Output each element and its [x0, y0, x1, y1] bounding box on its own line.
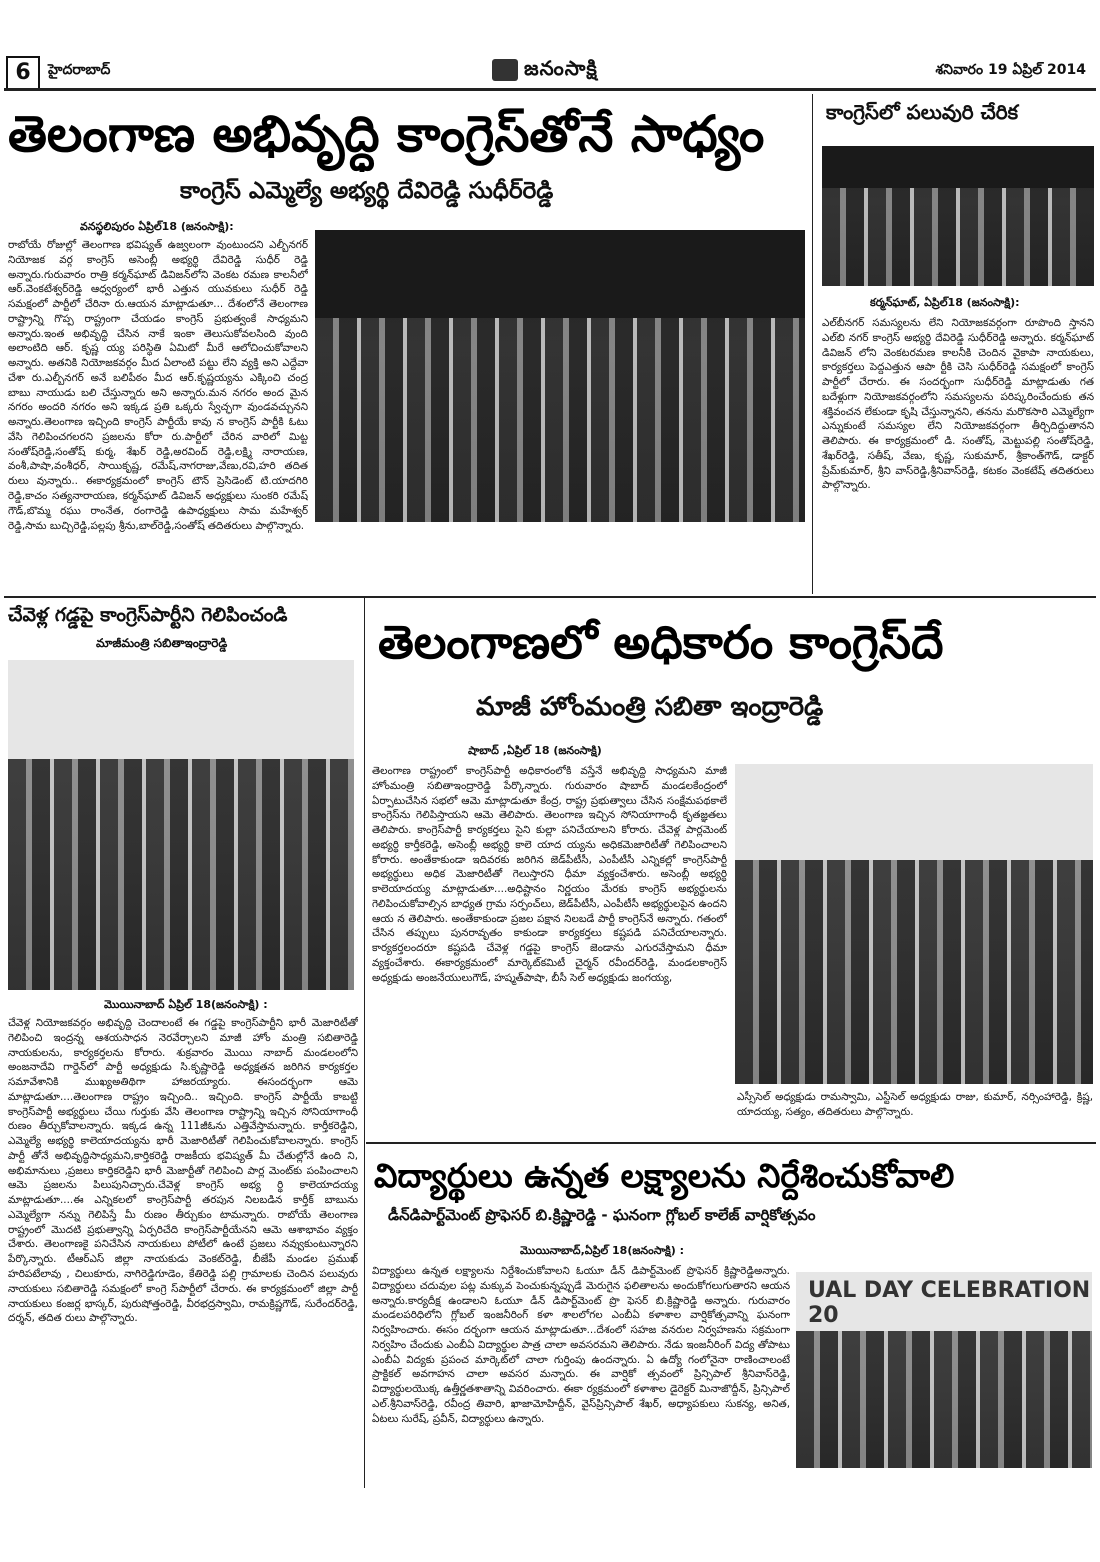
column-rule-right [812, 94, 813, 594]
photo-banner-text: UAL DAY CELEBRATION 20 [808, 1278, 1091, 1328]
story4-subhead: మాజీ హోంమంత్రి సబితా ఇంద్రారెడ్డి [476, 692, 824, 722]
story3-dateline: మొయినాబాద్ ఏప్రిల్ 18(జనంసాక్షి) : [104, 998, 268, 1011]
logo-icon [492, 59, 518, 81]
story1-subhead: కాంగ్రెస్ ఎమ్మెల్యే అభ్యర్థి దేవిరెడ్డి సుధీర్‌రెడ్డి [180, 178, 554, 204]
story3-photo [8, 660, 354, 990]
issue-date: శనివారం 19 ఏప్రిల్ 2014 [935, 62, 1086, 78]
story2-headline: కాంగ్రెస్‌లో పలువురి చేరిక [826, 100, 1019, 124]
section-rule-1 [4, 596, 1096, 598]
story4-photo [735, 764, 1093, 1084]
masthead [0, 0, 1100, 92]
column-rule-left [364, 598, 365, 1488]
story5-subhead: డీన్‌డిపార్ట్‌మెంట్ ప్రొఫెసర్ బి.క్రిష్ణారెడ్డి - ఘనంగా గ్లోబల్ కాలేజ్ వార్షికోత్సవం [388, 1206, 816, 1224]
story2-body: ఎల్‌బీనగర్ సమస్యలను లేని నియోజకవర్గంగా రూపొంది స్తానని ఎల్‌బి నగర్ కాంగ్రెస్ అభ్యర్థి దేవిరెడ్డి సుధీర్‌రెడ్డి అన్నారు. కర్మన్‌ఘాట్ డివిజన్ లోని వెంకటరమణ కాలనీకి చెందిన వైకాపా నాయకులు, కార్యకర్తలు పెద్దఎత్తున ఆపా ర్టీకి చెసి సుధీర్‌రెడ్డి సమక్షంలో కాంగ్రెస్ పార్టీలో చేరారు. ఈ సందర్భంగా సుధీర్‌రెడ్డి మాట్లాడుతు గత బదేళ్లుగా నియోజకవర్గంలోని సమస్యలను పరిష్కరించేందుకు తన శక్తివంచన లేకుండా కృషి చేస్తున్నానని, తనను మరొకసారి ఎమ్మెల్యేగా ఎన్నుకుంటే సమస్యల లేని నియోజకవర్గంగా తీర్చిదిద్దుతానని తెలిపారు. ఈ కార్యక్రమంలో డి. సంతోష్, మెట్టుపల్లి సంతోష్‌రెడ్డి, శేఖర్‌రెడ్డి, సతీష్, వేణు, కృష్ణ, సుకుమార్, శ్రీకాంత్‌గౌడ్, డాక్టర్ ప్రేమ్‌కుమార్, శ్రీని వాస్‌రెడ్డి,శ్రీనివాస్‌రెడ్డి, కటకం వెంకటేష్ తదితరులు పాల్గొన్నారు. [822, 317, 1094, 492]
story5-headline: విద్యార్థులు ఉన్నత లక్ష్యాలను నిర్దేశించుకోవాలి [374, 1156, 955, 1195]
logo-text: జనంసాక్షి [524, 56, 598, 80]
story2-dateline: కర్మన్‌ఘాట్, ఏప్రిల్18 (జనంసాక్షి): [870, 296, 1020, 309]
story4-dateline: షాబాద్ ,ఏప్రిల్ 18 (జనంసాక్షి) [468, 744, 602, 757]
story5-body: విద్యార్థులు ఉన్నత లక్ష్యాలను నిర్దేశించుకోవాలని ఓయూ డీన్ డిపార్ట్‌మెంట్ ప్రొఫెసర్ క్రిష్ణారెడ్డిఅన్నారు. విద్యార్థులు చదువుల పట్ల మక్కువ పెంచుకున్నప్పుడే మెరుగైన ఫలితాలను అందుకోగలుగుతారని ఆయన అన్నారు.కార్యదీక్ష ఉండాలని ఓయూ డీన్ డిపార్ట్‌మెంట్ ప్రొ ఫెసర్ బి.క్రిష్ణారెడ్డి అన్నారు. గురువారం మండలపరిధిలోని గ్లోబల్ ఇంజనీరింగ్ కళా శాలలోగల ఎంబీఏ కళాశాల వార్షికోత్సవాన్ని ఘనంగా నిర్వహించారు. ఈసం దర్భంగా ఆయన మాట్లాడుతూ...దేశంలో సహజ వనరుల నిర్వహణను సక్రమంగా నిర్వహిం చేందుకు ఎంబీఏ విద్యార్థుల పాత్ర చాలా అవసరమని తెలిపారు. నేడు ఇంజనీరింగ్ విద్య తోపాటు ఎంబీఏ విద్యకు ప్రపంచ మార్కెట్‌లో చాలా గుర్తింపు ఉందన్నారు. ఏ ఉద్యో గంలోనైనా రాణించాలంటే ప్రాక్టికల్ అవగాహన చాలా అవసర మన్నారు. ఈ వార్షికో త్సవంలో ప్రిన్సిపాల్ శ్రీనివాస్‌రెడ్డి, విద్యార్థులయొక్క ఉత్తీర్ణతశాతాన్ని వివరించారు. ఈకా ర్యక్రమంలో కళాశాల డైరెక్టర్ మినాజొద్దీన్, ప్రిన్సిపాల్ ఎల్.శ్రీనివాస్‌రెడ్డి, రవీంద్ర తివారి, ఖాజామోహిద్దీన్, వైస్‌ప్రిన్సిపాల్ శేఖర్, అధ్యాపకులు సుకన్య, అనిత, ఏటలు సురేష్, ప్రవీన్, విద్యార్థులు ఉన్నారు. [372, 1265, 790, 1425]
masthead-rule [4, 88, 1096, 91]
page-number: 6 [6, 56, 40, 90]
story3-subhead: మాజీమంత్రి సబితాఇంద్రారెడ్డి [96, 636, 228, 650]
story4-body: తెలంగాణ రాష్ట్రంలో కాంగ్రెస్‌పార్టీ అధికారంలోకి వస్తేనే అభివృద్ది సాధ్యమని మాజీ హోంమంత్రి సబితాఇంద్రారెడ్డి పేర్కొన్నారు. గురువారం షాబాద్ మండలకేంద్రంలో ఏర్పాటుచేసిన సభలో ఆమె మాట్లాడుతూ కేంద్ర, రాష్ట్ర ప్రభుత్వాలు చేసిన సంక్షేమపథకాలే కాంగ్రెస్‌ను గెలిపిస్తాయని ఆమె తెలిపారు. తెలంగాణ ఇచ్చిన సోనియాగాంధీ కృతజ్ఞతలు తెలిపారు. కాంగ్రెస్‌పార్టీ కార్యకర్తలు సైని కుల్లా పనిచేయాలని కోరారు. చేవెళ్ల పార్లమెంట్ అభ్యర్థి కార్తీకరెడ్డి, అసెంబ్లీ అభ్యర్థి కాలె యాద య్యను అధికమెజారిటీతో గెలిపించాలని కోరారు. అంతేకాకుండా ఇదివరకు జరిగిన జెడ్‌పీటీసీ, ఎంపీటీసీ ఎన్నికల్లో కాంగ్రెస్‌పార్టీ అభ్యర్థులు అధిక మెజారిటీతో గెలుస్తారని ధీమా వ్యక్తంచేశారు. అసెంబ్లీ అభ్యర్థి కాలెయాదయ్య మాట్లాడుతూ....అధిష్టానం నిర్ణయం మేరకు కాంగ్రెస్ అభ్యర్థులను గెలిపించుకోవాల్సిన బాధ్యత గ్రామ సర్పంచ్‌లు, జెడ్‌పీటీసీ, ఎంపీటీసీ అభ్యర్థులపైన ఉందని ఆయ న తెలిపారు. అంతేకాకుండా ప్రజల పక్షాన నిలబడే పార్టీ కాంగ్రెస్‌నే అన్నారు. గతంలో చేసిన తప్పులు పునరావృతం కాకుండా కార్యకర్తలు కష్టపడి పనిచేయాలన్నారు. కార్యకర్తలందరూ కష్టపడి చేవెళ్ల గడ్డపై కాంగ్రెస్ జెండాను ఎగురవేస్తామని ధీమా వ్యక్తంచేశారు. ఈకార్యక్రమంలో మార్కెట్‌కమిటీ చైర్మన్ రవీందర్‌రెడ్డి, మండలకాంగ్రెస్ అధ్యక్షుడు అంజనేయులుగౌడ్, హష్మత్‌పాషా, బీసీ సెల్ అధ్యక్షుడు జంగయ్య, [372, 765, 727, 984]
section-rule-2 [366, 1142, 1096, 1144]
story5-photo [796, 1272, 1092, 1468]
story4-body-cont: ఎస్సీసెల్ అధ్యక్షుడు రామస్వామి, ఎస్టీసెల్ అధ్యక్షుడు రాజు, కుమార్, నర్సింహారెడ్డి, క్రిష్ణ, యాదయ్య, సత్యం, తదితరులు పాల్గొన్నారు. [737, 1091, 1093, 1118]
story4-headline: తెలంగాణలో అధికారం కాంగ్రెస్‌దే [378, 615, 944, 669]
story1-dateline: వనస్థలిపురం ఏప్రిల్18 (జనంసాక్షి): [80, 220, 234, 233]
edition-city: హైదరాబాద్ [48, 62, 111, 78]
story3-headline: చేవెళ్ల గడ్డపై కాంగ్రెస్‌పార్టీని గెలిపించండి [8, 604, 288, 626]
story3-body: చేవెళ్ల నియోజకవర్గం అభివృద్ది చెందాలంటే ఈ గడ్డపై కాంగ్రెస్‌పార్టీని భారీ మెజారిటీతో గెలిపించి ఇంద్రన్న ఆశయసాధన నెరవేర్చాలని మాజీ హోం మంత్రి సబితారెడ్డి నాయకులను, కార్యకర్తలను కోరారు. శుక్రవారం మొయి నాబాద్ మండలంలోని అంజనాదేవి గార్డెన్‌లో పార్టీ అధ్యక్షుడు సి.కృష్ణారెడ్డి అధ్యక్షతన జరిగిన కార్యకర్తల సమావేశానికి ముఖ్యఅతిథిగా హాజరయ్యారు. ఈసందర్భంగా ఆమె మాట్లాడుతూ....తెలంగాణ రాష్ట్రం ఇచ్చింది.. ఇచ్చింది. కాంగ్రెస్ పార్టీయే కాబట్టి కాంగ్రెస్‌పార్టీ అభ్యర్థులు చేయి గుర్తుకు వేసి తెలంగాణ రాష్ట్రాన్ని ఇచ్చిన సోనియాగాంధీ రుణం తీర్చుకోవాలన్నారు. ఇక్కడ ఉన్న 111జీఓను ఎత్తివేస్తామన్నారు. కార్తీకరెడ్డిని, ఎమ్మెల్యే అభ్యర్థి కాలెయాదయ్యను భారీ మెజారిటీతో గెలిపించుకోవాలన్నారు. కాంగ్రెస్ పార్టీ తోనే అభివృద్ధిసాధ్యమని,కార్తికరెడ్డి రాజకీయ భవిష్యత్ మీ చేతుల్లోనే ఉంది ని, అభిమానులు ,ప్రజలు కార్తికరెడ్డిని భారీ మెజార్టీతో గెలిపించి పార్ల మెంట్‌కు పంపించాలని ఆమె ప్రజలను పిలుపునిచ్చారు.చేవెళ్ల కాంగ్రెస్ అభ్య ర్థి కాలెయాదయ్య మాట్లాడుతూ....ఈ ఎన్నికలలో కాంగ్రెస్‌పార్టీ తరపున నిలబడిన కార్తీక్ బాబును ఎమ్మెల్యేగా నన్ను గెలిపిస్తే మీ రుణం తీర్చుకుం టామన్నారు. రాబోయే తెలంగాణ రాష్ట్రంలో మొదటి ప్రభుత్వాన్ని ఏర్పరిచేది కాంగ్రెస్‌పార్టీయేనని ఆమె ఆశాభావం వ్యక్తం చేశారు. తెలంగాణకై పనిచేసిన నాయకులు పోటీలో ఉంటే ప్రజలు నవ్వుకుంటున్నారని పేర్కొన్నారు. టీఆర్ఎస్ జిల్లా నాయకుడు వెంకట్‌రెడ్డి, బీజేపీ మండల ప్రముఖ్ హరిపటేలావు , చిలుకూరు, నాగిరెడ్డిగూడెం, కేతిరెడ్డి పల్లి గ్రామాలకు చెందిన పలువురు నాయకులు సబితారెడ్డి సమక్షంలో కాంగ్రె స్‌పార్టీలో చేరారు. ఈ కార్యక్రమంలో జిల్లా పార్టీ నాయకులు కంజర్ల భాస్కర్, పురుషోత్తంరెడ్డి, వీరభద్రస్వామి, రామక్రిష్ణగౌడ్, సురేందర్‌రెడ్డి, దర్శన్, తదిత రులు పాల్గొన్నారు. [8, 1017, 358, 1325]
story2-photo [822, 146, 1094, 286]
story1-photo [315, 230, 805, 522]
story1-headline: తెలంగాణ అభివృద్ధి కాంగ్రెస్‌తోనే సాధ్యం [8, 105, 765, 163]
story5-dateline: మొయినాబాద్,ఏప్రిల్ 18(జనంసాక్షి) : [520, 1244, 685, 1257]
newspaper-logo [492, 56, 598, 85]
story1-body: రాబోయే రోజుల్లో తెలంగాణ భవిష్యత్ ఉజ్వలంగా వుంటుందని ఎల్బీనగర్ నియోజక వర్గ కాంగ్రెస్ అసెంబ్లీ అభ్యర్థి దేవిరెడ్డి సుధీర్ రెడ్డి అన్నారు.గురువారం రాత్రి కర్మన్‌ఘాట్ డివిజన్‌లోని వెంకట రమణ కాలనీలో ఆర్.వెంకటేశ్వర్‌రెడ్డి ఆధ్వర్యంలో భారీ ఎత్తున యువకులు సుధీర్ రెడ్డి సమక్షంలో పార్టీలో చేరినా రు.ఆయన మాట్లాడుతూ... దేశంలోనే తెలంగాణ రాష్ట్రాన్ని గొప్ప రాష్ట్రంగా చేయడం కాంగ్రెస్ ప్రభుత్వంకే సాధ్యమని అన్నారు.ఇంత అభివృద్ధి చేసిన నాకే ఇంకా తెలుసుకోవలసింది వుంది అలాంటిది ఆర్. కృష్ణ య్య పరిస్థితి ఏమిటో మీరే ఆలోచించుకోవాలని అన్నారు. అతనికి నియోజకవర్గం మీద ఏలాంటి పట్టు లేని వ్యక్తి అని ఎద్దేవా చేశా రు.ఎల్బీనగర్ అనే బలిపీఠం మీద ఆర్.కృష్ణయ్యను ఎక్కించి చంద్ర బాబు నాయుడు బలి చేస్తున్నారు అని అన్నారు.మన నగరం అంద మైన నగరం అందరి నగరం అని ఇక్కడ ప్రతి ఒక్కరు స్వేచ్ఛగా వుండవచ్చునని అన్నారు.తెలంగాణ ఇచ్చింది కాంగ్రెస్ పార్టీయే కావు న కాంగ్రెస్ పార్టీకి ఓటు వేసి గెలిపించగలరని ప్రజలను కోరా రు.పార్టీలో చేరిన వారిలో మిట్ట సంతోష్‌రెడ్డి,సంతోష్ కుర్మ, శేఖర్ రెడ్డి,అరవింద్ రెడ్డి,లక్ష్మి నారాయణ, వంశీ,పాషా,వంశీధర్, సాయికృష్ణ, రమేష్,నాగరాజు,వేణు,రవి,హరి తదిత రులు వున్నారు.. ఈకార్యక్రమంలో కాంగ్రెస్ టౌన్ ప్రెసిడెంట్ టి.యాదగిరి రెడ్డి,కాచం సత్యనారాయణ, కర్మన్‌ఘాట్ డివిజన్ అధ్యక్షులు సుంకరి రమేష్ గౌడ్,బొమ్మ రఘు రాంనేత, రంగారెడ్డి ఉపాధ్యక్షులు సామ మహేశ్వర్ రెడ్డి,సామ బుచ్చిరెడ్డి,పల్లపు శ్రీను,బాల్‌రెడ్డి,సంతోష్ తదితరులు పాల్గొన్నారు. [8, 239, 308, 532]
